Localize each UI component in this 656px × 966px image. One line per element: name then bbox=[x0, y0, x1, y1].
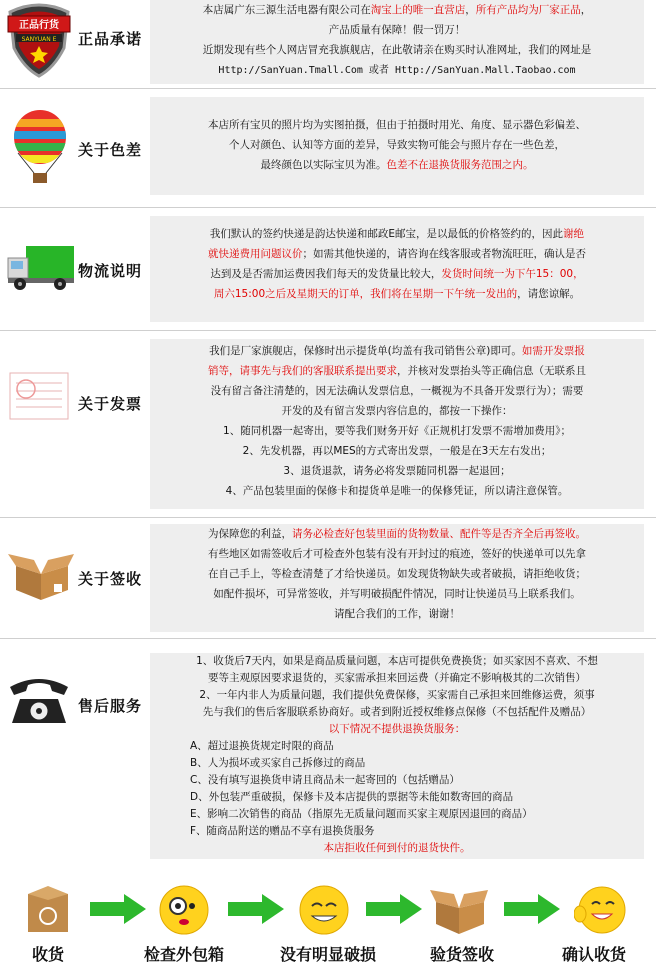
body-text: F、随商品附送的赠品不享有退换货服务 bbox=[190, 825, 375, 837]
waving-smiley-icon bbox=[574, 884, 628, 940]
text-line bbox=[156, 653, 638, 670]
body-text: 如配件损坏，可异常签收，并写明破损配件情况，同时让快递员马上联系我们。 bbox=[213, 588, 581, 600]
body-text: E、影响二次销售的商品（指原先无质量问题而买家主观原因退回的商品） bbox=[190, 808, 533, 820]
shield-badge-icon bbox=[6, 2, 72, 82]
text-line bbox=[156, 401, 638, 421]
body-text: 1、收货后7天内，如果是商品质量问题，本店可提供免费换货；如买家因不喜欢、不想 bbox=[196, 655, 598, 667]
text-line bbox=[156, 244, 638, 264]
body-text: 1、随同机器一起寄出，要等我们财务开好《正规机打发票不需增加费用》； bbox=[223, 425, 571, 437]
text-line bbox=[156, 60, 638, 81]
text-line bbox=[156, 687, 638, 704]
flow-step-label: 收货 bbox=[31, 945, 64, 964]
text-line bbox=[156, 441, 638, 461]
highlight-text: 销等，请事先与我们的客服联系提出要求 bbox=[208, 365, 397, 377]
body-text: ， bbox=[580, 4, 592, 16]
text-line bbox=[156, 381, 638, 401]
highlight-text: 谢绝 bbox=[563, 228, 585, 240]
invoice-stamp-icon bbox=[6, 367, 72, 431]
body-text: Http://SanYuan.Tmall.Com 或者 Http://SanYuan.Mall.Taobao.com bbox=[218, 65, 576, 76]
body-text: ；如需其他快递的，请咨询在线客服或者物流旺旺，确认是否 bbox=[302, 248, 586, 260]
body-text: D、外包装严重破损，保修卡及本店提供的票据等未能如数寄回的商品 bbox=[190, 791, 514, 803]
body-text: 在自己手上，等检查清楚了才给快递员。如发现货物缺失或者破损，请拒绝收货； bbox=[208, 568, 586, 580]
body-text: 3、退货退款，请务必将发票随同机器一起退回； bbox=[283, 465, 511, 477]
body-text: 先与我们的售后客服联系协商好。或者到附近授权维修点保修（不包括配件及赠品） bbox=[202, 706, 592, 718]
badge-subtext: SANYUAN E bbox=[21, 36, 57, 43]
section-label: 售后服务 bbox=[78, 697, 143, 715]
body-text: 产品质量有保障！假一罚万！ bbox=[328, 24, 466, 36]
open-box-icon bbox=[6, 548, 76, 606]
highlight-text: 所有产品均为厂家正品 bbox=[475, 4, 581, 16]
delivery-truck-icon bbox=[6, 242, 76, 296]
green-arrow-icon bbox=[90, 894, 146, 928]
text-line bbox=[156, 135, 638, 155]
telephone-icon bbox=[6, 673, 72, 733]
text-line bbox=[156, 264, 638, 284]
section-after-sales bbox=[0, 639, 656, 871]
text-line bbox=[156, 341, 638, 361]
open-box-icon bbox=[428, 884, 490, 940]
text-line bbox=[156, 155, 638, 175]
section-label: 关于发票 bbox=[78, 395, 143, 413]
body-text: 有些地区如需签收后才可检查外包装有没有开封过的痕迹，签好的快递单可以先拿 bbox=[208, 548, 586, 560]
green-arrow-icon bbox=[366, 894, 422, 928]
section-label: 正品承诺 bbox=[78, 30, 143, 48]
text-line bbox=[156, 670, 638, 687]
flow-step-label: 确认收货 bbox=[561, 945, 626, 964]
receiving-flow bbox=[0, 884, 656, 966]
body-text: 本店所有宝贝的照片均为实图拍摄，但由于拍摄时用光、角度、显示器色彩偏差、 bbox=[208, 119, 586, 131]
highlight-text: 如需开发票报 bbox=[521, 345, 585, 357]
text-line bbox=[156, 361, 638, 381]
highlight-text: 本店拒收任何到付的退货快件。 bbox=[323, 842, 471, 854]
highlight-text: 淘宝上的唯一直营店 bbox=[370, 4, 466, 16]
body-text: 2、先发机器，再以MES的方式寄出发票，一般是在3天左右发出； bbox=[242, 445, 552, 457]
body-text: 没有留言备注清楚的，因无法确认发票信息，一概视为不具备开发票行为）；需要 bbox=[210, 385, 584, 397]
text-line bbox=[156, 564, 638, 584]
body-text: ，请您谅解。 bbox=[517, 288, 581, 300]
section-label: 关于色差 bbox=[78, 141, 143, 159]
section-text bbox=[150, 524, 644, 632]
section-text bbox=[150, 216, 644, 322]
text-line bbox=[156, 40, 638, 60]
body-text: 4、产品包装里面的保修卡和提货单是唯一的保修凭证，所以请注意保管。 bbox=[225, 485, 569, 497]
grinning-smiley-icon bbox=[298, 884, 350, 940]
flow-step-label: 没有明显破损 bbox=[279, 945, 376, 964]
body-text: A、超过退换货规定时限的商品 bbox=[190, 740, 334, 752]
section-sign-for bbox=[0, 518, 656, 639]
body-text: 近期发现有些个人网店冒充我旗舰店，在此敬请亲在购买时认准网址，我们的网址是 bbox=[202, 44, 592, 56]
text-line bbox=[156, 584, 638, 604]
badge-text: 正品行货 bbox=[19, 20, 59, 31]
body-text: 达到及是否需加运费因我们每天的发货量比较大， bbox=[210, 268, 442, 280]
body-text: 我们默认的签约快递是韵达快递和邮政E邮宝，是以最低的价格签约的，因此 bbox=[209, 228, 564, 240]
text-line bbox=[156, 738, 638, 755]
text-line bbox=[156, 823, 638, 840]
highlight-text: 请务必检查好包装里面的货物数量、配件等是否齐全后再签收。 bbox=[292, 528, 586, 540]
body-text: 2、一年内非人为质量问题，我们提供免费保修，买家需自己承担来回维修运费，须事 bbox=[199, 689, 595, 701]
text-line bbox=[156, 789, 638, 806]
highlight-text: 色差不在退换货服务范围之内。 bbox=[386, 159, 534, 171]
body-text: ， bbox=[465, 4, 476, 16]
body-text: 个人对颜色、认知等方面的差异，导致实物可能会与照片存在一些色差， bbox=[229, 139, 565, 151]
text-line bbox=[156, 840, 638, 857]
text-line bbox=[156, 20, 638, 40]
body-text: C、没有填写退换货申请且商品未一起寄回的（包括赠品） bbox=[190, 774, 460, 786]
section-label: 关于签收 bbox=[78, 570, 143, 588]
body-text: ，并核对发票抬头等正确信息（无联系且 bbox=[397, 365, 586, 377]
section-text bbox=[150, 653, 644, 859]
text-line bbox=[156, 772, 638, 789]
section-label: 物流说明 bbox=[78, 262, 143, 280]
body-text: 要等主观原因要求退货的，买家需承担来回运费（并确定不影响极其的二次销售） bbox=[208, 672, 586, 684]
text-line bbox=[156, 284, 638, 304]
flow-step-label: 检查外包箱 bbox=[143, 945, 224, 964]
text-line bbox=[156, 721, 638, 738]
text-line bbox=[156, 755, 638, 772]
green-arrow-icon bbox=[228, 894, 284, 928]
section-text bbox=[150, 339, 644, 509]
package-icon bbox=[24, 884, 72, 938]
text-line bbox=[156, 224, 638, 244]
highlight-text: 周六15:00之后及星期天的订单，我们将在星期一下午统一发出的 bbox=[213, 288, 518, 300]
section-authentic bbox=[0, 0, 656, 89]
text-line bbox=[156, 544, 638, 564]
green-arrow-icon bbox=[504, 894, 560, 928]
body-text: 开发的及有留言发票内容信息的，都按一下操作： bbox=[281, 405, 513, 417]
text-line bbox=[156, 704, 638, 721]
section-text bbox=[150, 97, 644, 195]
body-text: B、人为损坏或买家自己拆修过的商品 bbox=[190, 757, 366, 769]
text-line bbox=[156, 524, 638, 544]
section-text bbox=[150, 0, 644, 84]
highlight-text: 以下情况不提供退换货服务： bbox=[328, 723, 466, 735]
highlight-text: 发货时间统一为下午15：00， bbox=[441, 268, 584, 280]
body-text: 为保障您的利益， bbox=[208, 528, 292, 540]
hot-air-balloon-icon bbox=[10, 109, 70, 193]
text-line bbox=[156, 0, 638, 20]
section-invoice bbox=[0, 331, 656, 518]
section-color-difference bbox=[0, 89, 656, 208]
flow-step-label: 验货签收 bbox=[429, 945, 494, 964]
magnifier-smiley-icon bbox=[158, 884, 210, 940]
text-line bbox=[156, 481, 638, 501]
text-line bbox=[156, 421, 638, 441]
body-text: 本店属广东三源生活电器有限公司在 bbox=[202, 4, 371, 16]
text-line bbox=[156, 461, 638, 481]
text-line bbox=[156, 604, 638, 624]
body-text: 最终颜色以实际宝贝为准。 bbox=[260, 159, 387, 171]
body-text: 我们是厂家旗舰店，保修时出示提货单(均盖有我司销售公章)即可。 bbox=[209, 345, 522, 357]
section-logistics bbox=[0, 208, 656, 331]
highlight-text: 就快递费用问题议价 bbox=[208, 248, 303, 260]
text-line bbox=[156, 806, 638, 823]
text-line bbox=[156, 115, 638, 135]
body-text: 请配合我们的工作，谢谢！ bbox=[334, 608, 460, 620]
